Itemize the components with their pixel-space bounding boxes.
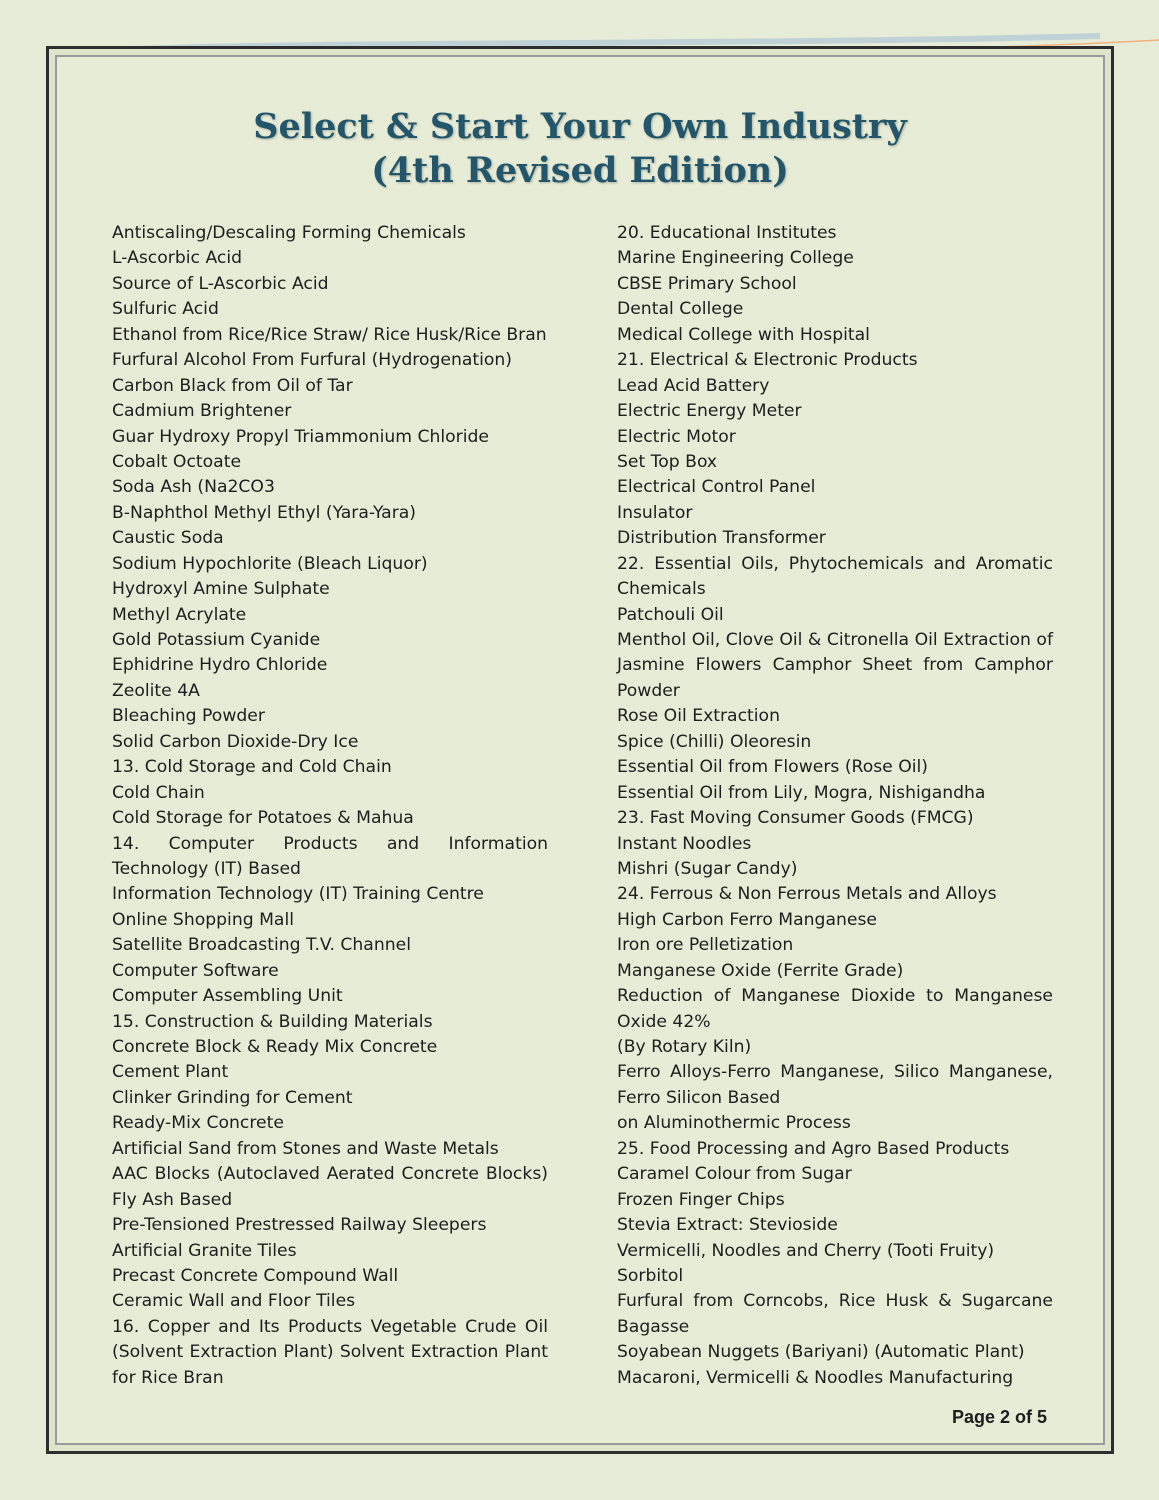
list-item: Manganese Oxide (Ferrite Grade) [617, 960, 904, 981]
list-item: Ferro Alloys-Ferro Manganese, Silico Manganese, [617, 1062, 1053, 1083]
list-item: 23. Fast Moving Consumer Goods (FMCG) [617, 808, 974, 829]
list-item: Cadmium Brightener [112, 401, 292, 422]
list-item: Vermicelli, Noodles and Cherry (Tooti Fruity) [617, 1240, 995, 1261]
list-item: Cold Storage for Potatoes & Mahua [112, 808, 414, 829]
list-item: Computer Assembling Unit [112, 986, 343, 1007]
list-item: Online Shopping Mall [112, 909, 294, 930]
list-item: Furfural from Corncobs, Rice Husk & Sugarcane [617, 1291, 1053, 1312]
list-item: Electric Motor [617, 426, 736, 447]
list-item: Furfural Alcohol From Furfural (Hydrogenation) [112, 350, 513, 371]
list-item: Lead Acid Battery [617, 375, 770, 396]
list-item: Patchouli Oil [617, 604, 724, 625]
page-title [57, 105, 1103, 193]
list-item: Fly Ash Based [112, 1189, 233, 1210]
list-item: Technology (IT) Based [112, 858, 301, 879]
list-item: Bagasse [617, 1316, 690, 1337]
list-item: for Rice Bran [112, 1367, 224, 1388]
list-item: Satellite Broadcasting T.V. Channel [112, 935, 411, 956]
list-item: Powder [617, 680, 680, 701]
list-item: Caustic Soda [112, 528, 224, 549]
list-item: Ethanol from Rice/Rice Straw/ Rice Husk/Rice Bran [112, 324, 547, 345]
list-item: 14. Computer Products and Information [112, 833, 548, 854]
list-item: Cement Plant [112, 1062, 229, 1083]
list-item: Insulator [617, 502, 693, 523]
list-item: Stevia Extract: Stevioside [617, 1215, 838, 1236]
list-item: CBSE Primary School [617, 273, 797, 294]
title-line-1: Select & Start Your Own Industry [253, 106, 907, 147]
list-item: 13. Cold Storage and Cold Chain [112, 757, 392, 778]
list-item: Ferro Silicon Based [617, 1087, 781, 1108]
list-item: Oxide 42% [617, 1011, 711, 1032]
list-item: (By Rotary Kiln) [617, 1037, 752, 1057]
list-item: Solid Carbon Dioxide-Dry Ice [112, 731, 359, 752]
list-item: Antiscaling/Descaling Forming Chemicals [112, 223, 466, 243]
list-item: Concrete Block & Ready Mix Concrete [112, 1037, 438, 1057]
list-item: Zeolite 4A [112, 680, 200, 701]
list-item: Marine Engineering College [617, 248, 854, 269]
list-item: Mishri (Sugar Candy) [617, 858, 798, 879]
list-item: AAC Blocks (Autoclaved Aerated Concrete Blocks) [112, 1164, 548, 1185]
list-item: Essential Oil from Flowers (Rose Oil) [617, 757, 928, 778]
list-item: Set Top Box [617, 451, 718, 472]
list-item: Ready-Mix Concrete [112, 1113, 284, 1134]
title-line-2: (4th Revised Edition) [371, 150, 789, 191]
list-item: 21. Electrical & Electronic Products [617, 350, 918, 371]
list-item: Electric Energy Meter [617, 401, 802, 422]
list-item: Rose Oil Extraction [617, 706, 780, 727]
list-item: Iron ore Pelletization [617, 935, 794, 956]
list-item: Source of L-Ascorbic Acid [112, 273, 329, 294]
list-item: Pre-Tensioned Prestressed Railway Sleepers [112, 1215, 487, 1236]
list-item: 16. Copper and Its Products Vegetable Crude Oil [112, 1316, 548, 1337]
list-item: Caramel Colour from Sugar [617, 1164, 852, 1185]
list-item: Artificial Granite Tiles [112, 1240, 297, 1261]
list-item: Cobalt Octoate [112, 451, 242, 472]
list-item: (Solvent Extraction Plant) Solvent Extraction Plant [112, 1342, 548, 1363]
list-item: Ceramic Wall and Floor Tiles [112, 1291, 356, 1312]
list-item: Sulfuric Acid [112, 299, 219, 320]
list-item: Dental College [617, 299, 744, 320]
list-item: Soyabean Nuggets (Bariyani) (Automatic Plant) [617, 1342, 1025, 1363]
list-item: Ephidrine Hydro Chloride [112, 655, 328, 676]
left-column-list [112, 221, 548, 1391]
list-item: Bleaching Powder [112, 706, 265, 727]
list-item: 22. Essential Oils, Phytochemicals and Aromatic [617, 553, 1053, 574]
list-item: Guar Hydroxy Propyl Triammonium Chloride [112, 426, 489, 447]
list-item: Macaroni, Vermicelli & Noodles Manufacturing [617, 1367, 1014, 1388]
list-item: Computer Software [112, 960, 279, 981]
list-item: Gold Potassium Cyanide [112, 630, 321, 650]
list-item: Medical College with Hospital [617, 324, 870, 345]
list-item: Reduction of Manganese Dioxide to Manganese [617, 986, 1053, 1007]
list-item: Soda Ash (Na2CO3 [112, 477, 275, 498]
list-item: Carbon Black from Oil of Tar [112, 375, 353, 396]
list-item: 24. Ferrous & Non Ferrous Metals and Alloys [617, 884, 997, 905]
list-item: 15. Construction & Building Materials [112, 1011, 433, 1032]
list-item: Information Technology (IT) Training Centre [112, 884, 484, 905]
page-number: Page 2 of 5 [951, 1407, 1047, 1427]
list-item: B-Naphthol Methyl Ethyl (Yara-Yara) [112, 502, 417, 523]
list-item: Essential Oil from Lily, Mogra, Nishigandha [617, 782, 986, 803]
list-item: Frozen Finger Chips [617, 1189, 785, 1210]
list-item: Spice (Chilli) Oleoresin [617, 731, 812, 752]
list-item: Jasmine Flowers Camphor Sheet from Camphor [617, 655, 1053, 676]
list-item: Chemicals [617, 579, 706, 600]
list-item: High Carbon Ferro Manganese [617, 909, 877, 930]
list-item: Instant Noodles [617, 833, 752, 854]
list-item: Menthol Oil, Clove Oil & Citronella Oil Extraction of [617, 630, 1053, 650]
list-item: Methyl Acrylate [112, 604, 247, 625]
list-item: L-Ascorbic Acid [112, 248, 243, 269]
list-item: Hydroxyl Amine Sulphate [112, 579, 330, 600]
list-item: on Aluminothermic Process [617, 1113, 851, 1134]
list-item: Sorbitol [617, 1265, 684, 1286]
list-item: Clinker Grinding for Cement [112, 1087, 353, 1108]
list-item: Distribution Transformer [617, 528, 826, 549]
page-content [55, 55, 1105, 1445]
list-item: Electrical Control Panel [617, 477, 816, 498]
list-item: Artificial Sand from Stones and Waste Metals [112, 1138, 499, 1159]
list-item: Precast Concrete Compound Wall [112, 1265, 399, 1286]
list-item: Cold Chain [112, 782, 205, 803]
list-item: Sodium Hypochlorite (Bleach Liquor) [112, 553, 428, 574]
list-item: 25. Food Processing and Agro Based Products [617, 1138, 1010, 1159]
page-frame [46, 46, 1114, 1454]
right-column-list [617, 221, 1053, 1391]
list-item: 20. Educational Institutes [617, 223, 837, 243]
